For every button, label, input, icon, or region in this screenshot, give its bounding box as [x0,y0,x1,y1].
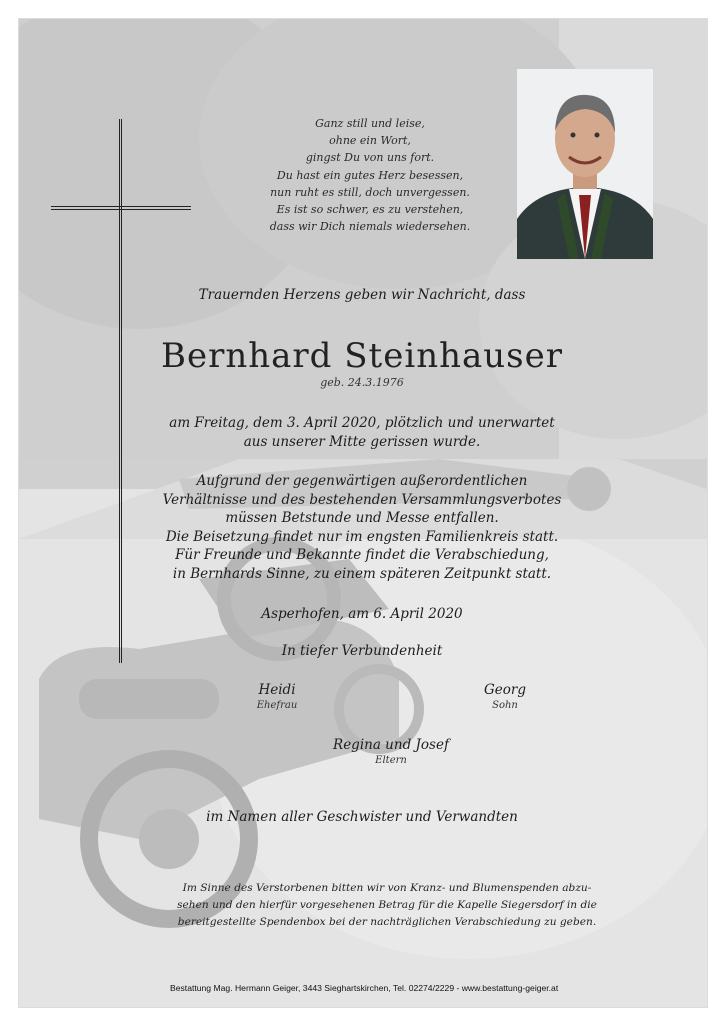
mourner-name: Regina und Josef [333,737,449,753]
mourner-role: Ehefrau [256,700,298,711]
poem-line: Du hast ein gutes Herz besessen, [276,168,464,182]
donation-request [152,880,622,931]
mourner-name: Georg [484,682,526,698]
mourner-wife [197,682,357,713]
ceremony-notice-line: Für Freunde und Bekannte findet die Verabschiedung, [175,547,549,564]
portrait-photo [517,69,653,259]
ceremony-notice-line: Verhältnisse und des bestehenden Versammlungsverbotes [162,491,562,508]
cross-horizontal-bar [51,206,191,210]
death-notice-line: am Freitag, dem 3. April 2020, plötzlich und unerwartet [169,415,555,431]
memorial-poem [220,115,520,235]
ceremony-notice-line: in Bernhards Sinne, zu einem späteren Zeitpunkt statt. [172,565,552,582]
family-line: im Namen aller Geschwister und Verwandten [206,809,518,825]
donation-request-line: bereitgestellte Spendenbox bei der nachträglichen Verabschiedung zu geben. [177,916,597,928]
closing-phrase: In tiefer Verbundenheit [281,643,443,659]
birth-date: geb. 24.3.1976 [320,376,404,389]
poem-line: ohne ein Wort, [329,134,411,148]
ceremony-notice-line: müssen Betstunde und Messe entfallen. [225,510,499,527]
mourner-son [425,682,585,713]
ceremony-notice-line: Aufgrund der gegenwärtigen außerordentlichen [196,473,528,489]
portrait-illustration [517,69,653,259]
funeral-home-footer: Bestattung Mag. Hermann Geiger, 3443 Sieghartskirchen, Tel. 02274/2229 - www.bestattung-geiger.at [170,983,559,993]
mourner-role: Sohn [492,700,518,711]
place-and-date: Asperhofen, am 6. April 2020 [261,606,463,622]
poem-line: Ganz still und leise, [315,117,425,130]
ceremony-notice [0,472,724,584]
mourner-role: Eltern [375,755,407,766]
announcement-text: Trauernden Herzens geben wir Nachricht, dass [198,287,526,303]
death-notice-line: aus unserer Mitte gerissen wurde. [243,433,481,450]
poem-line: Es ist so schwer, es zu verstehen, [276,203,464,217]
deceased-name: Bernhard Steinhauser [161,336,563,376]
poem-line: dass wir Dich niemals wiedersehen. [269,220,471,234]
poem-line: gingst Du von uns fort. [305,151,435,165]
donation-request-line: sehen und den hierfür vorgesehenen Betrag für die Kapelle Siegersdorf in die [177,899,597,911]
donation-request-line: Im Sinne des Verstorbenen bitten wir von Kranz- und Blumenspenden abzu- [182,882,592,894]
mourner-name: Heidi [258,682,296,698]
ceremony-notice-line: Die Beisetzung findet nur im engsten Familienkreis statt. [165,528,559,545]
mourner-parents [311,737,471,768]
poem-line: nun ruht es still, doch unvergessen. [270,185,470,199]
death-notice [0,414,724,451]
